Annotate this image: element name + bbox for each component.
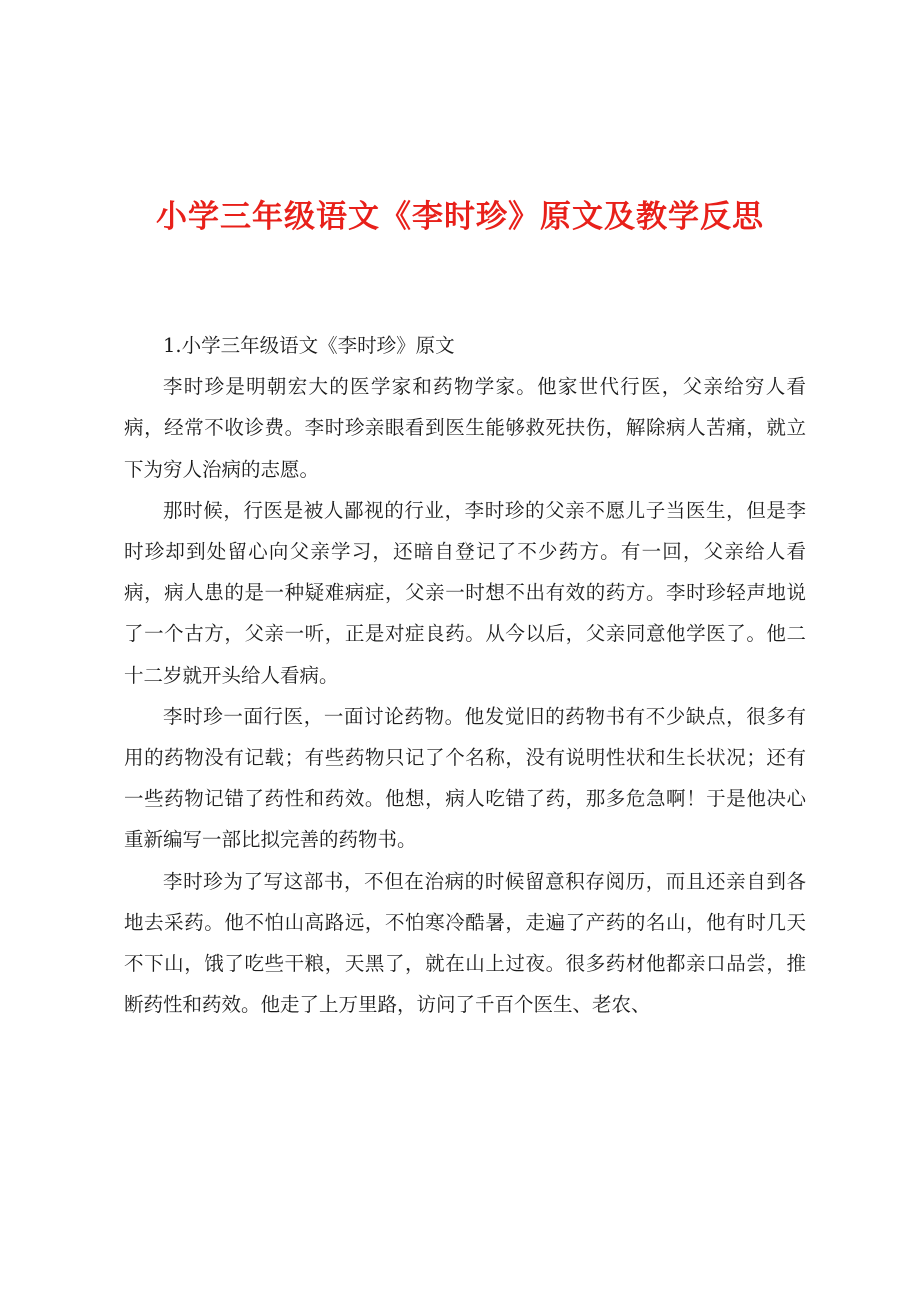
paragraph: 李时珍为了写这部书，不但在治病的时候留意积存阅历，而且还亲自到各地去采药。他不怕山高路远，不怕寒冷酷暑，走遍了产药的名山，他有时几天不下山，饿了吃些干粮，天黑了，就在山上过夜。很多药材他都亲口品尝，推断药性和药效。他走了上万里路，访问了千百个医生、老农、: [124, 869, 806, 1017]
document-title: 小学三年级语文《李时珍》原文及教学反思: [156, 199, 764, 235]
paragraph: 李时珍是明朝宏大的医学家和药物学家。他家世代行医，父亲给穷人看病，经常不收诊费。李时珍亲眼看到医生能够救死扶伤，解除病人苦痛，就立下为穷人治病的志愿。: [124, 375, 806, 481]
section-heading: 1.小学三年级语文《李时珍》原文: [163, 334, 455, 357]
paragraph: 那时候，行医是被人鄙视的行业，李时珍的父亲不愿儿子当医生，但是李时珍却到处留心向父亲学习，还暗自登记了不少药方。有一回，父亲给人看病，病人患的是一种疑难病症，父亲一时想不出有效的药方。李时珍轻声地说了一个古方，父亲一听，正是对症良药。从今以后，父亲同意他学医了。他二十二岁就开头给人看病。: [124, 498, 806, 687]
paragraph: 李时珍一面行医，一面讨论药物。他发觉旧的药物书有不少缺点，很多有用的药物没有记载；有些药物只记了个名称，没有说明性状和生长状况；还有一些药物记错了药性和药效。他想，病人吃错了药，那多危急啊！于是他决心重新编写一部比拟完善的药物书。: [124, 704, 806, 852]
document-body: [124, 325, 806, 1025]
